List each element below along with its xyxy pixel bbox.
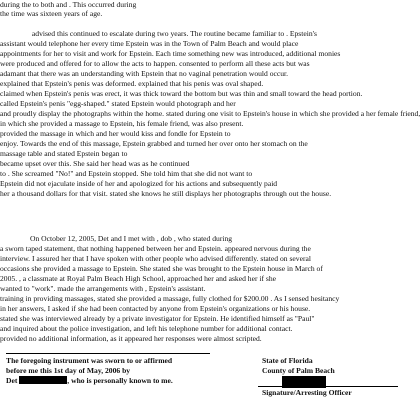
text-run: became upset over this. She said her head was [0, 159, 143, 168]
text-run: claimed when Epstein's penis was erect, it was thick toward the bottom but was thin and small toward the head portion. [0, 89, 363, 98]
text-line [0, 179, 400, 189]
text-run: provided no additional information, as it appeared her responses were almost scripted. [0, 334, 262, 343]
text-line [0, 244, 400, 254]
text-run: Epstein did not ejaculate inside of her and apologized for his actions and subsequently paid [0, 179, 278, 188]
text-run: occasions she provided a massage to Epstein. She stated she was brought to the Epstein house in March of [0, 264, 323, 273]
text-run: advised this continued to escalate during two years. The routine became familiar to [30, 29, 287, 38]
text-run: massage table and [0, 149, 58, 158]
text-line [0, 169, 400, 179]
text-line [0, 99, 400, 109]
text-line [0, 59, 400, 69]
text-line [0, 254, 400, 264]
jurat-text: Det [6, 376, 20, 385]
text-run: , Epstein's assistant. [144, 284, 206, 293]
text-run: to [0, 169, 8, 178]
text-run: if she had been contacted by anyone from Epstein's organizations or his house. [71, 304, 311, 313]
text-run: appointments for her to visit and work for Epstein. Each time something new was introduced, additional monies [0, 49, 341, 58]
text-line [0, 234, 400, 244]
text-line [0, 334, 400, 344]
text-line [0, 199, 400, 209]
text-run: and inquired about the police investigation, and left his telephone number [0, 324, 226, 333]
text-run: during the [0, 0, 33, 9]
text-line [0, 69, 400, 79]
signature-rule [258, 386, 398, 387]
jurat-line: The foregoing instrument was sworn to or affirmed [6, 356, 173, 365]
text-run: made the arrangements with [57, 284, 145, 293]
text-run: a sworn taped statement, that nothing happened between her and Epstein. [0, 244, 225, 253]
text-run: and turned her over onto her stomach on the [173, 139, 308, 148]
text-line [0, 139, 400, 149]
text-run: , who stated during [173, 234, 233, 243]
text-line [0, 189, 400, 199]
text-line [0, 264, 400, 274]
jurat-text: , who is personally known to me. [67, 376, 173, 385]
text-line [0, 294, 400, 304]
text-run: adamant that there was an understanding with Epstein that no vaginal penetration would occur. [0, 69, 289, 78]
text-run: provided the massage in which [0, 129, 96, 138]
jurat-line [6, 376, 173, 386]
text-run: and . This occurred during [56, 0, 137, 9]
text-line [0, 304, 400, 314]
text-run: was sixteen years of age. [26, 9, 103, 18]
text-line [0, 29, 400, 39]
text-line [0, 324, 400, 334]
text-run: wanted to "work". [0, 284, 58, 293]
text-line [0, 209, 400, 219]
text-run: in which she provided a massage to Epstein, his female friend, was also present. [0, 119, 244, 128]
text-run: stated Epstein would photograph and her [111, 99, 236, 108]
text-line [0, 159, 400, 169]
text-line [0, 79, 400, 89]
text-line [0, 284, 400, 294]
text-line [0, 274, 400, 284]
text-run: were produced and offered for [0, 59, 95, 68]
text-line [0, 9, 400, 19]
text-line [0, 89, 400, 99]
text-line [0, 314, 400, 324]
text-run: , a classmate at Royal Palm Beach High School, approached her and asked her if she [18, 274, 277, 283]
text-run: explained that his penis was oval shaped. [138, 79, 264, 88]
text-run: On October 12, 2005, Det [30, 234, 111, 243]
jurat-line: before me this 1st day of May, 2006 by [6, 366, 131, 375]
text-run: explained that Epstein's penis was deformed. [0, 79, 139, 88]
text-run: the time [0, 9, 27, 18]
text-run: called Epstein's penis "egg-shaped." [0, 99, 112, 108]
signature-rule [6, 353, 210, 354]
text-run: and her would kiss and fondle for Epstein to [95, 129, 231, 138]
text-line [0, 109, 420, 119]
text-line [0, 149, 400, 159]
text-run: training in providing massages, stated she provided a massage, fully clothed for $200.00 . As I sensed hesitancy [0, 294, 340, 303]
text-run: appeared nervous during the [224, 244, 311, 253]
text-run: stated on several [260, 254, 311, 263]
text-run: and I met with [110, 234, 157, 243]
text-line [0, 129, 400, 139]
state-label: State of Florida [262, 356, 313, 365]
redaction-box [19, 376, 67, 384]
text-run: to allow the acts to happen. [94, 59, 180, 68]
text-run: in her answers, I asked [0, 304, 72, 313]
text-line [0, 39, 400, 49]
text-run: consented to perform all these acts but was [179, 59, 310, 68]
text-run: and proudly display the photographs within the home. [0, 109, 166, 118]
text-run: . She screamed "No!" and Epstein stopped. She told him that she did not want to [7, 169, 253, 178]
text-run: 2005. [0, 274, 19, 283]
text-run: her a thousand dollars for that visit. [0, 189, 110, 198]
text-run: enjoy. Towards the end of this massage, Epstein grabbed [0, 139, 174, 148]
text-run: her female friend, [364, 109, 420, 118]
text-run: to both [32, 0, 57, 9]
county-label: County of Palm Beach [262, 366, 335, 375]
text-run: . Epstein's [286, 29, 317, 38]
text-run: for additional contact. [225, 324, 293, 333]
signature-label: Signature/Arresting Officer [262, 388, 352, 397]
text-run: stated Epstein began to [57, 149, 128, 158]
text-run: interview. I assured her that I have spoken with other people who advised differently. [0, 254, 261, 263]
text-run: assistant would telephone her every time Epstein was in the Town of Palm Beach and would place [0, 39, 299, 48]
text-line [0, 49, 400, 59]
text-line [0, 119, 400, 129]
text-run: as he continued [142, 159, 190, 168]
text-run: stated she knows he still displays her photographs through out the house. [109, 189, 332, 198]
text-run: , dob [156, 234, 174, 243]
text-run: stated she was interviewed already by a private investigator for Epstein. He identified himself as "Paul" [0, 314, 315, 323]
text-run: stated during one visit to Epstein's house in which she provided a [165, 109, 365, 118]
